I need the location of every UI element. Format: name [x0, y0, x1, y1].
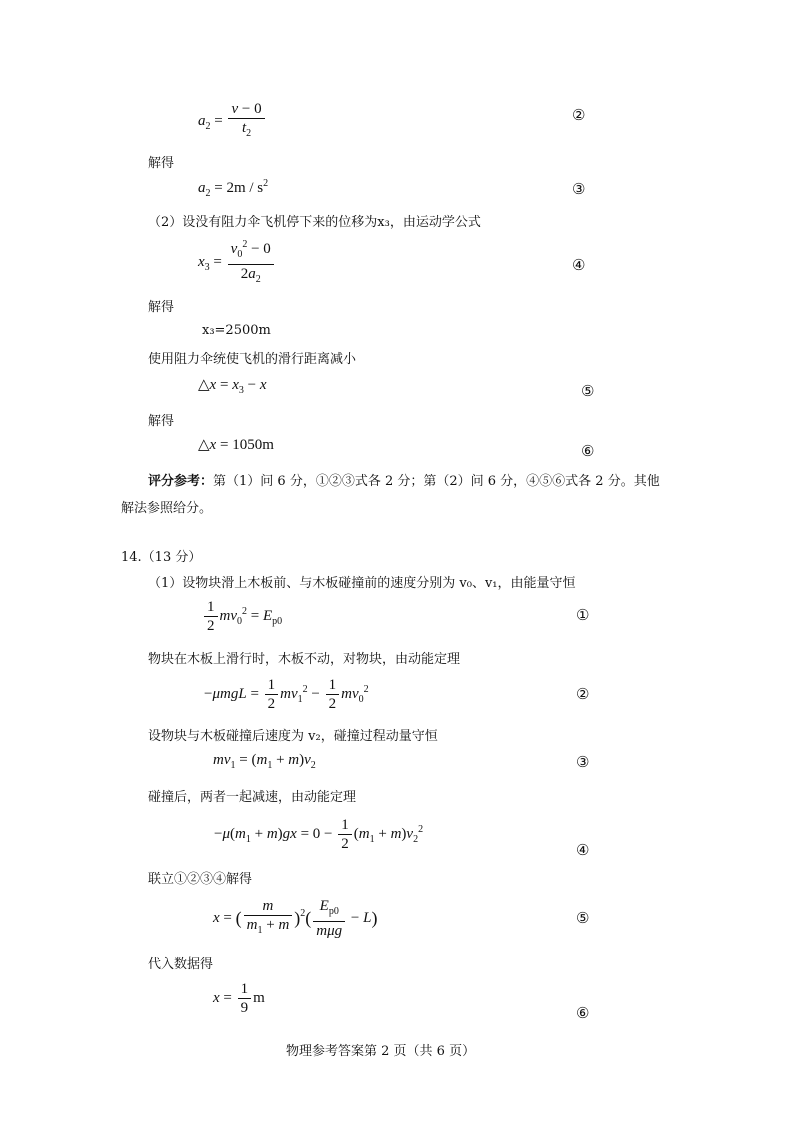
q14-text-1: 物块在木板上滑行时，木板不动，对物块，由动能定理 [148, 652, 461, 667]
question-14-header: 14.（13 分） [121, 550, 202, 565]
equation-momentum: $mv_1 = (m_1 + m)v_2$ [213, 752, 316, 771]
equation-work-energy-1: −μmgL = $\frac{1}{2}$ $mv_1^2$ − $\frac{1}{2}$ $mv_0^2$ [204, 677, 369, 712]
equation-number: ⑥ [576, 1004, 590, 1022]
equation-delta-x: △x = $x_3 - x$ [198, 377, 267, 396]
scoring-label: 评分参考： [148, 474, 214, 489]
page-footer: 物理参考答案第 2 页（共 6 页） [286, 1044, 476, 1059]
equation-number: ⑥ [581, 442, 595, 460]
solve-label: 解得 [148, 414, 175, 429]
x3-result: x₃=2500m [202, 323, 271, 338]
q14-text-2: 设物块与木板碰撞后速度为 v₂，碰撞过程动量守恒 [148, 729, 438, 744]
equation-work-energy-2: $-\mu(m_1 + m)gx = 0$ − $\frac{1}{2}$ $(m_1 + m)v_2^2$ [214, 817, 424, 852]
scoring-text-continued: 解法参照给分。 [121, 501, 213, 516]
equation-x-general: x = ( $\frac{m}{m_1 + m}$ )$^2$( $\frac{E_{p0}}{\text{mμg}}$ − L) [213, 898, 378, 939]
equation-x3: $x_3$ = $\frac{v_0^2 - 0}{2a_2}$ [198, 236, 276, 289]
equation-delta-x-value: △x = 1050m [198, 437, 274, 453]
equation-number: ⑤ [581, 382, 595, 400]
equation-number: ④ [576, 841, 590, 859]
q14-text-5: 代入数据得 [148, 957, 214, 972]
q14-text-4: 联立①②③④解得 [148, 872, 253, 887]
equation-energy-conservation: $\frac{1}{2}$ $mv_0^2 = E_{p0}$ [202, 598, 282, 635]
solve-label: 解得 [148, 300, 175, 315]
q14-part1-intro: （1）设物块滑上木板前、与木板碰撞前的速度分别为 v₀、v₁，由能量守恒 [148, 576, 576, 591]
equation-number: ⑤ [576, 909, 590, 927]
equation-number: ② [576, 685, 590, 703]
equation-number: ③ [576, 753, 590, 771]
equation-number: ③ [572, 180, 586, 198]
equation-number: ④ [572, 256, 586, 274]
equation-a2-definition: $a_2$ = $\frac{v - 0}{t_2}$ [198, 100, 267, 143]
scoring-text: 第（1）问 6 分，①②③式各 2 分；第（2）问 6 分，④⑤⑥式各 2 分。其他 [213, 474, 660, 489]
equation-a2-value: $a_2 = 2m / s^2$ [198, 178, 269, 199]
part2-intro: （2）设没有阻力伞飞机停下来的位移为x₃，由运动学公式 [148, 215, 481, 230]
solve-label: 解得 [148, 156, 175, 171]
equation-number: ② [572, 106, 586, 124]
q14-text-3: 碰撞后，两者一起减速，由动能定理 [148, 790, 357, 805]
equation-x-value: x = $\frac{1}{9}$ m [213, 981, 265, 1016]
scoring-reference [148, 470, 660, 489]
equation-number: ① [576, 606, 590, 624]
reduce-statement: 使用阻力伞统使飞机的滑行距离减小 [148, 352, 357, 367]
